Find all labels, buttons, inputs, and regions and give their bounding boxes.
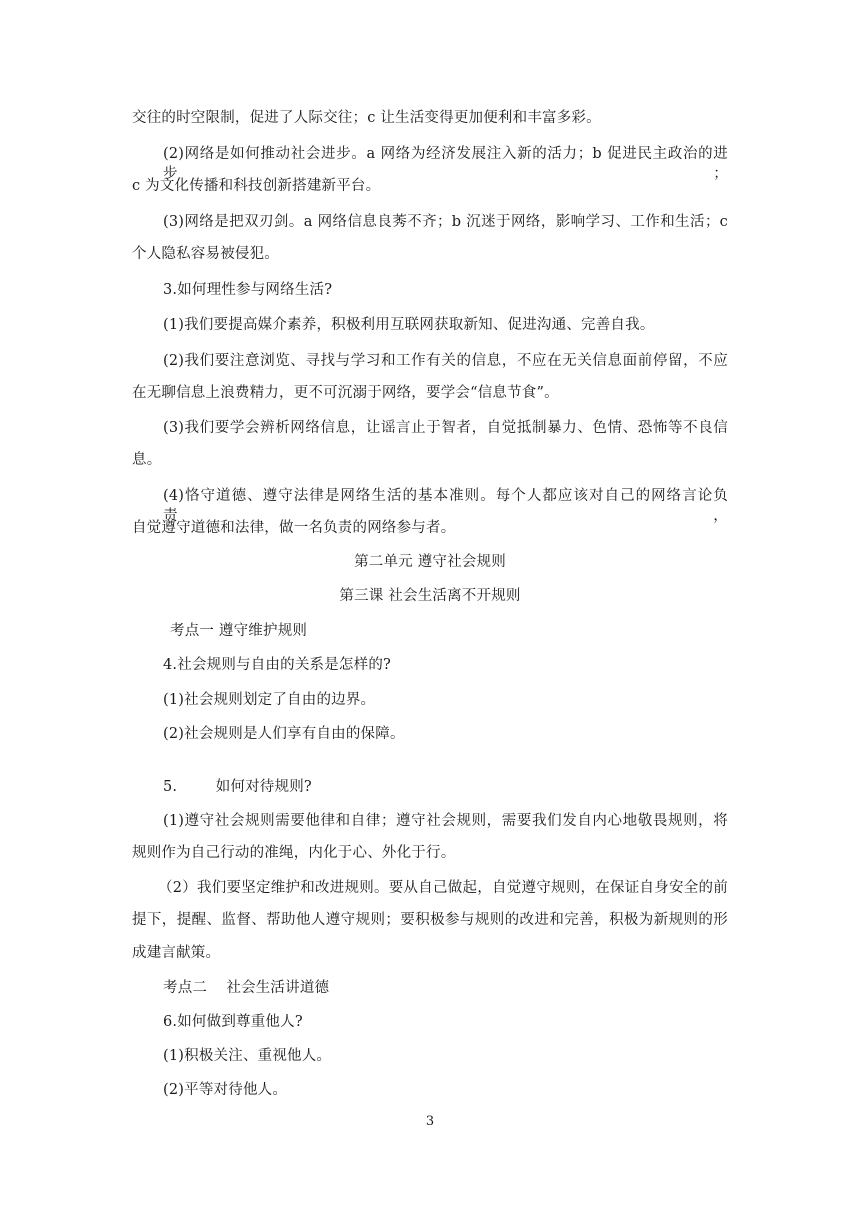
lesson-heading: 第三课 社会生活离不开规则 (339, 588, 521, 604)
exam-point-heading: 考点一 遵守维护规则 (170, 623, 308, 639)
text-line: c 为文化传播和科技创新搭建新平台。 (132, 178, 381, 194)
text-line: (2)我们要注意浏览、寻找与学习和工作有关的信息，不应在无关信息面前停留，不应 (163, 353, 728, 369)
text-line: (1)积极关注、重视他人。 (163, 1048, 332, 1064)
text-line: (2)社会规则是人们享有自由的保障。 (163, 726, 405, 742)
unit-heading: 第二单元 遵守社会规则 (354, 554, 506, 570)
page-number: 3 (425, 1114, 435, 1129)
text-line: (2)平等对待他人。 (163, 1082, 288, 1098)
text-line: 在无聊信息上浪费精力，更不可沉溺于网络，要学会“信息节食”。 (132, 385, 559, 401)
text-line: 规则作为自己行动的准绳，内化于心、外化于行。 (132, 845, 456, 861)
question-heading: 4.社会规则与自由的关系是怎样的? (163, 657, 392, 673)
text-line: 成建言献策。 (132, 945, 221, 961)
text-line: (3)我们要学会辨析网络信息，让谣言止于智者，自觉抵制暴力、色情、恐怖等不良信 (163, 420, 728, 436)
question-heading: 6.如何做到尊重他人? (163, 1014, 303, 1030)
text-line: (2)网络是如何推动社会进步。a 网络为经济发展注入新的活力；b 促进民主政治的进步； (163, 146, 728, 182)
text-line: (1)遵守社会规则需要他律和自律；遵守社会规则，需要我们发自内心地敬畏规则，将 (163, 813, 728, 829)
text-line: 息。 (132, 452, 162, 468)
text-line: 个人隐私容易被侵犯。 (132, 246, 279, 262)
question-heading: 3.如何理性参与网络生活? (163, 282, 333, 298)
text-line: (1)我们要提高媒介素养，积极利用互联网获取新知、促进沟通、完善自我。 (163, 317, 655, 333)
text-line: 自觉遵守道德和法律，做一名负责的网络参与者。 (132, 520, 456, 536)
text-line: 交往的时空限制，促进了人际交往；c 让生活变得更加便利和丰富多彩。 (132, 110, 601, 126)
question-heading: 5. 如何对待规则? (163, 779, 312, 795)
text-line: 提下，提醒、监督、帮助他人遵守规则；要积极参与规则的改进和完善，积极为新规则的形 (132, 912, 728, 928)
text-line: （2）我们要坚定维护和改进规则。要从自己做起，自觉遵守规则，在保证自身安全的前 (158, 880, 728, 896)
exam-point-heading: 考点二 社会生活讲道德 (163, 980, 330, 996)
text-line: (4)恪守道德、遵守法律是网络生活的基本准则。每个人都应该对自己的网络言论负责， (163, 488, 728, 524)
text-line: (3)网络是把双刃剑。a 网络信息良莠不齐；b 沉迷于网络，影响学习、工作和生活；c (163, 214, 728, 230)
text-line: (1)社会规则划定了自由的边界。 (163, 692, 376, 708)
